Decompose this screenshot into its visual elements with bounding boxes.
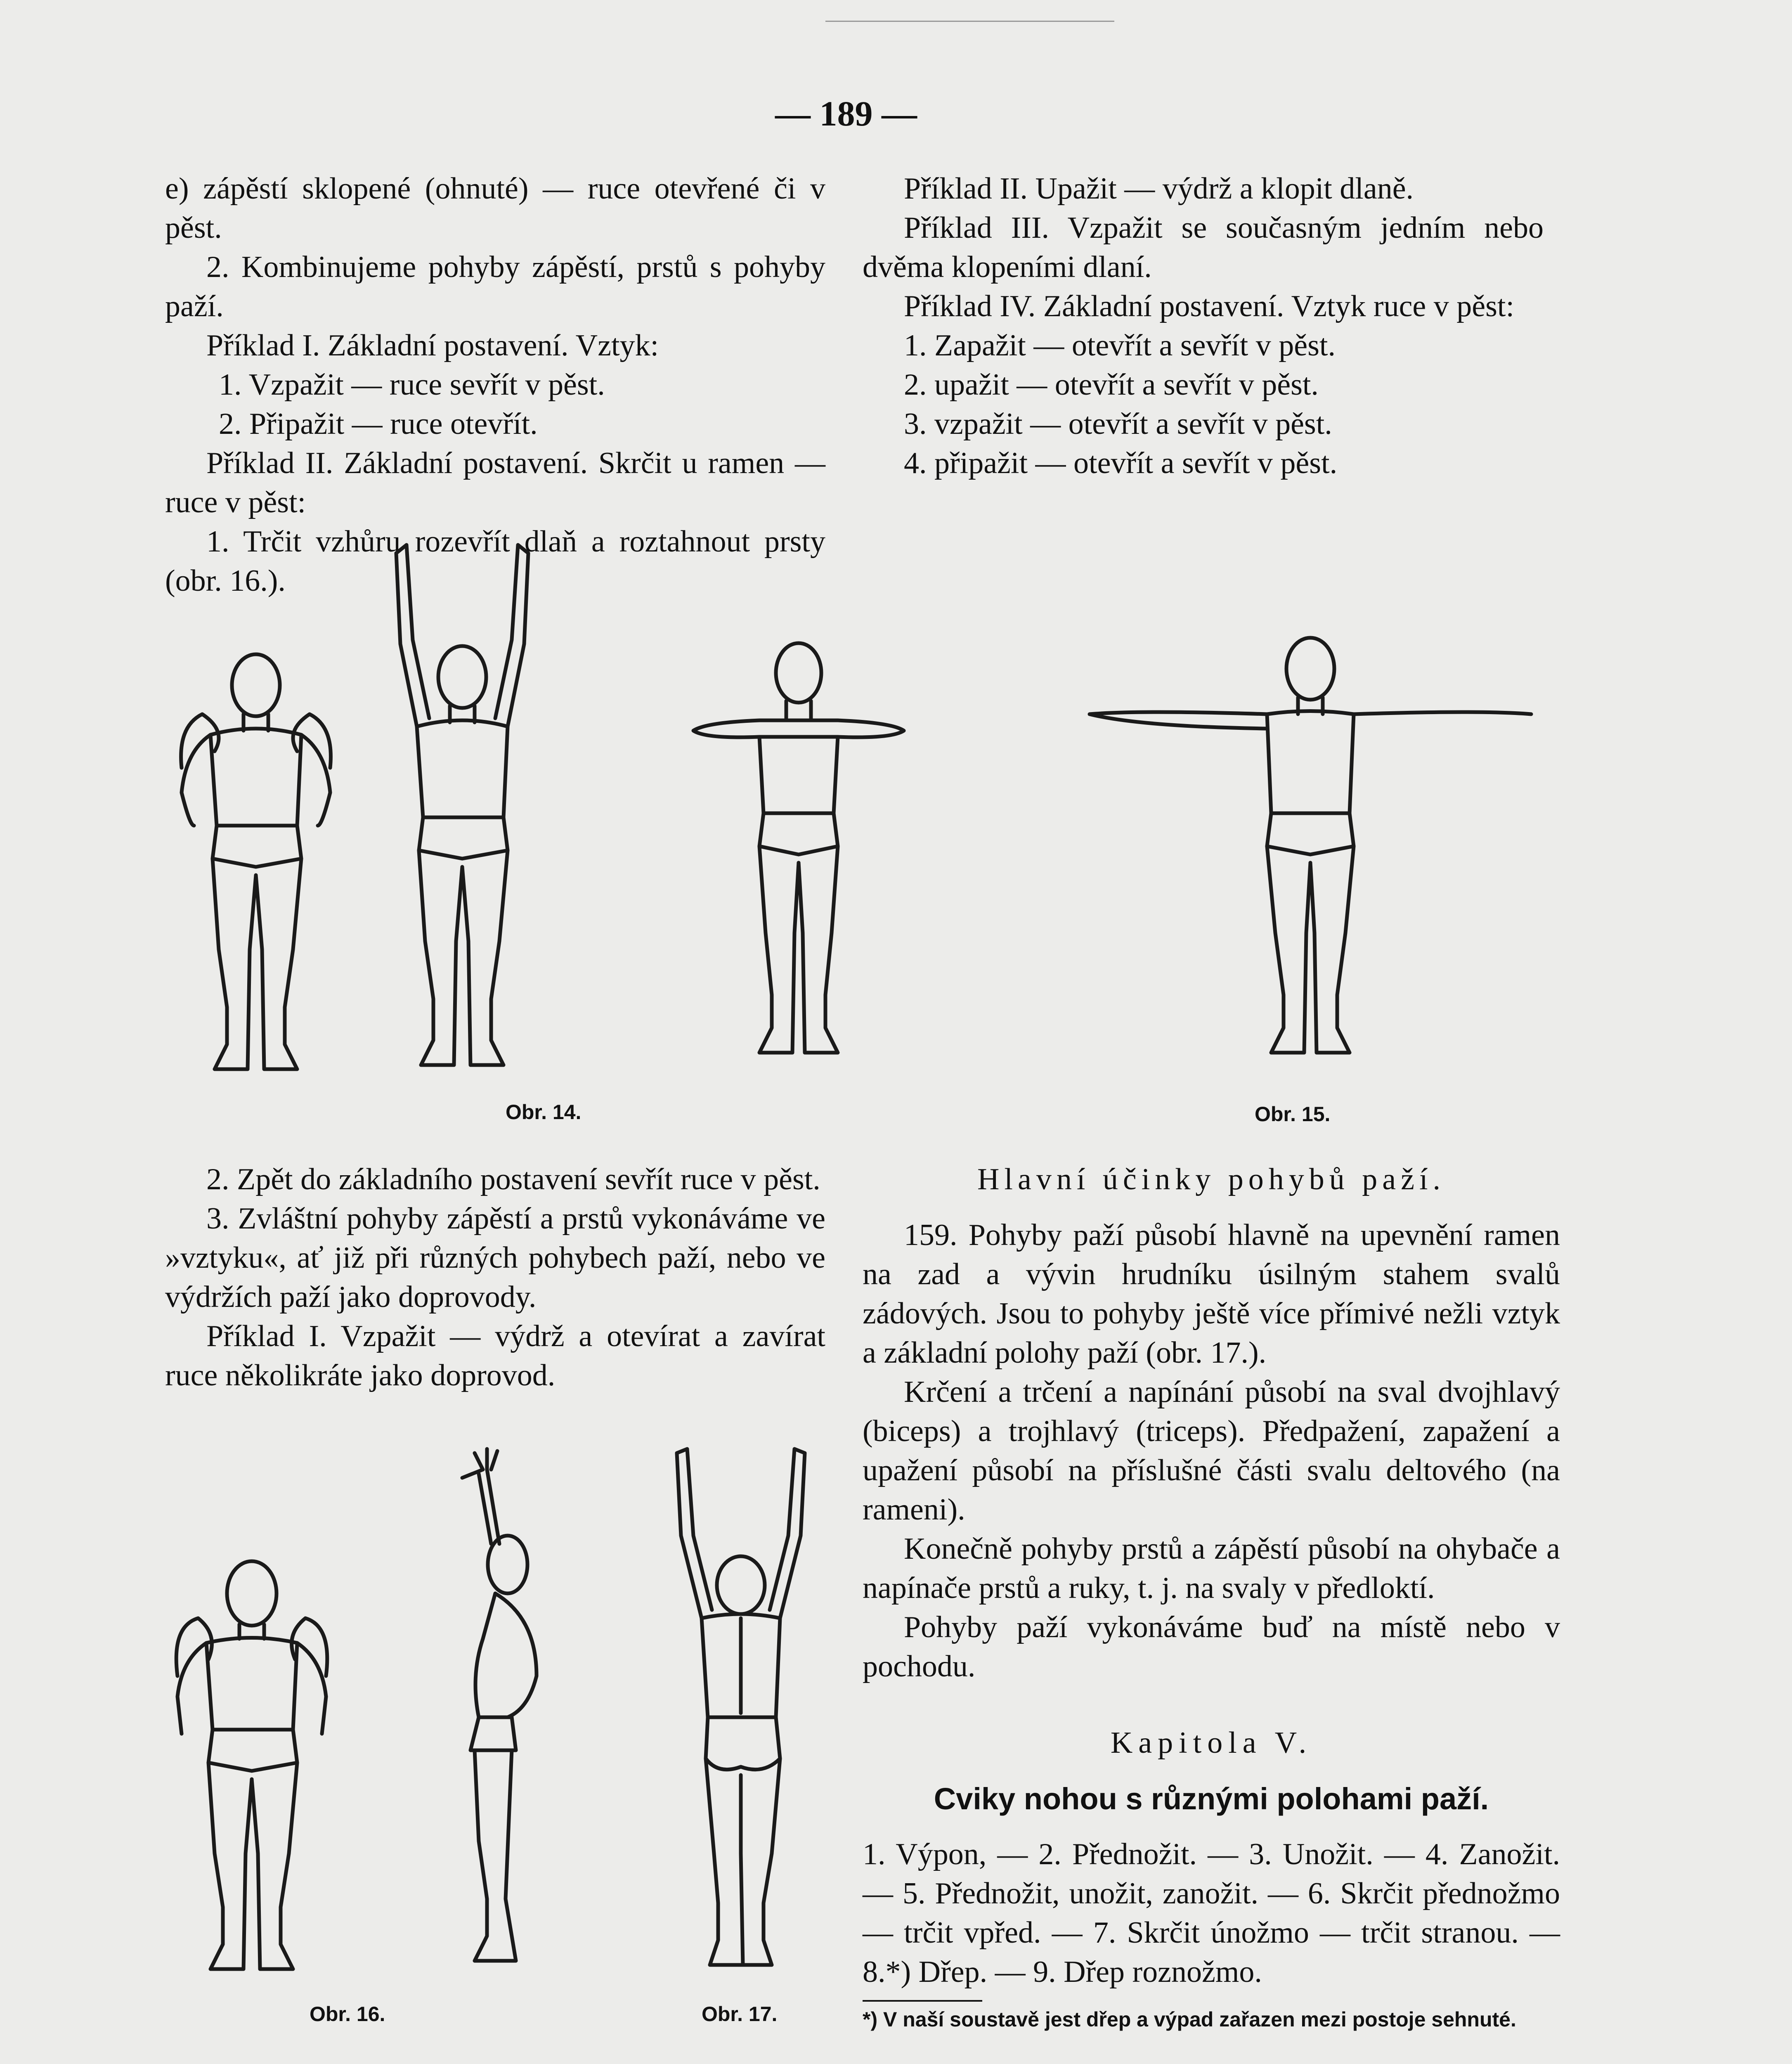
figure-17-caption: Obr. 17. — [702, 2002, 778, 2026]
paragraph: 2. Připažit — ruce otevřít. — [219, 407, 538, 441]
figure-man-side-arm-raised — [462, 1449, 537, 1961]
paragraph: Příklad III. Vzpažit se současným jedním nebo dvěma klopeními dlaní. — [863, 211, 1544, 284]
section-heading: Hlavní účinky pohybů paží. — [977, 1162, 1446, 1196]
paragraph: 1. Vzpažit — ruce sevřít v pěst. — [219, 368, 605, 402]
figure-man-bent-arms — [181, 654, 331, 1069]
paragraph: Příklad II. Upažit — výdrž a klopit dlaně. — [904, 172, 1414, 206]
paragraph: Příklad II. Základní postavení. Skrčit u ramen — ruce v pěst: — [165, 446, 825, 519]
figure-man-arms-sideways — [1090, 638, 1531, 1053]
paragraph: e) zápěstí sklopené (ohnuté) — ruce otevřené či v pěst. — [165, 172, 825, 245]
figure-man-arms-forward — [693, 643, 904, 1053]
figure-14-caption: Obr. 14. — [506, 1101, 582, 1124]
paragraph: Příklad IV. Základní postavení. Vztyk ruce v pěst: — [904, 289, 1515, 323]
figure-16-17-illustration — [157, 1445, 842, 2006]
right-column-top — [863, 169, 1544, 483]
figure-14-illustration — [165, 537, 578, 1094]
paragraph: 3. vzpažit — otevřít a sevřít v pěst. — [904, 407, 1332, 441]
right-column-bottom — [863, 1160, 1560, 2033]
paragraph: 4. připažit — otevřít a sevřít v pěst. — [904, 446, 1338, 480]
chapter-title: Cviky nohou s různými polohami paží. — [934, 1782, 1489, 1816]
paragraph: 1. Trčit vzhůru rozevřít dlaň a roztahnout prsty (obr. 16.). — [165, 525, 825, 598]
paragraph: Příklad I. Vzpažit — výdrž a otevírat a zavírat ruce několikráte jako doprovod. — [165, 1319, 825, 1392]
paragraph: Konečně pohyby prstů a zápěstí působí na ohybače a napínače prstů a ruky, t. j. na svaly v předloktí. — [863, 1532, 1560, 1605]
footnote-rule — [863, 2000, 982, 2002]
paragraph: Pohyby paží vykonáváme buď na místě nebo v pochodu. — [863, 1610, 1560, 1683]
figure-man-flexed-front — [176, 1561, 327, 1969]
footnote: *) V naší soustavě jest dřep a výpad zařazen mezi postoje sehnuté. — [863, 2008, 1516, 2031]
figure-man-back-arms-raised — [677, 1449, 805, 1965]
page-number: — 189 — — [775, 94, 917, 133]
paragraph: 2. upažit — otevřít a sevřít v pěst. — [904, 368, 1319, 402]
paragraph: 159. Pohyby paží působí hlavně na upevnění ramen na zad a vývin hrudníku úsilným stahem svalů zádových. Jsou to pohyby ještě více přímivé nežli vztyk a základní polohy paží (obr. 17.). — [863, 1218, 1560, 1370]
paragraph: 1. Zapažit — otevřít a sevřít v pěst. — [904, 329, 1336, 362]
paragraph: 3. Zvláštní pohyby zápěstí a prstů vykonáváme ve »vztyku«, ať již při různých pohybech paží, nebo ve výdržích paží jako doprovody. — [165, 1202, 825, 1314]
paragraph: 2. Kombinujeme pohyby zápěstí, prstů s pohyby paží. — [165, 250, 825, 323]
figure-man-arms-raised — [396, 545, 528, 1065]
left-column-bottom — [165, 1160, 825, 1395]
figure-15-illustration — [677, 632, 1387, 1098]
paragraph: 2. Zpět do základního postavení sevřít ruce v pěst. — [206, 1162, 820, 1196]
paragraph: Krčení a trčení a napínání působí na sval dvojhlavý (biceps) a trojhlavý (triceps). Předpažení, zapažení a upažení působí na příslušné části svalu deltového (na rameni). — [863, 1375, 1560, 1527]
exercise-list: 1. Výpon, — 2. Přednožit. — 3. Unožit. — 4. Zanožit. — 5. Přednožit, unožit, zanožit. — 6. Skrčit přednožmo — trčit vpřed. — 7. Skrčit únožmo — trčit stranou. — 8.*) Dřep. — 9. Dřep roznožmo. — [863, 1837, 1560, 1989]
left-column-top — [165, 169, 825, 601]
figure-16-caption: Obr. 16. — [310, 2002, 385, 2026]
paragraph: Příklad I. Základní postavení. Vztyk: — [206, 329, 659, 362]
figure-15-caption: Obr. 15. — [1255, 1103, 1331, 1126]
chapter-label: Kapitola V. — [1110, 1726, 1312, 1760]
scan-edge — [825, 0, 1114, 22]
